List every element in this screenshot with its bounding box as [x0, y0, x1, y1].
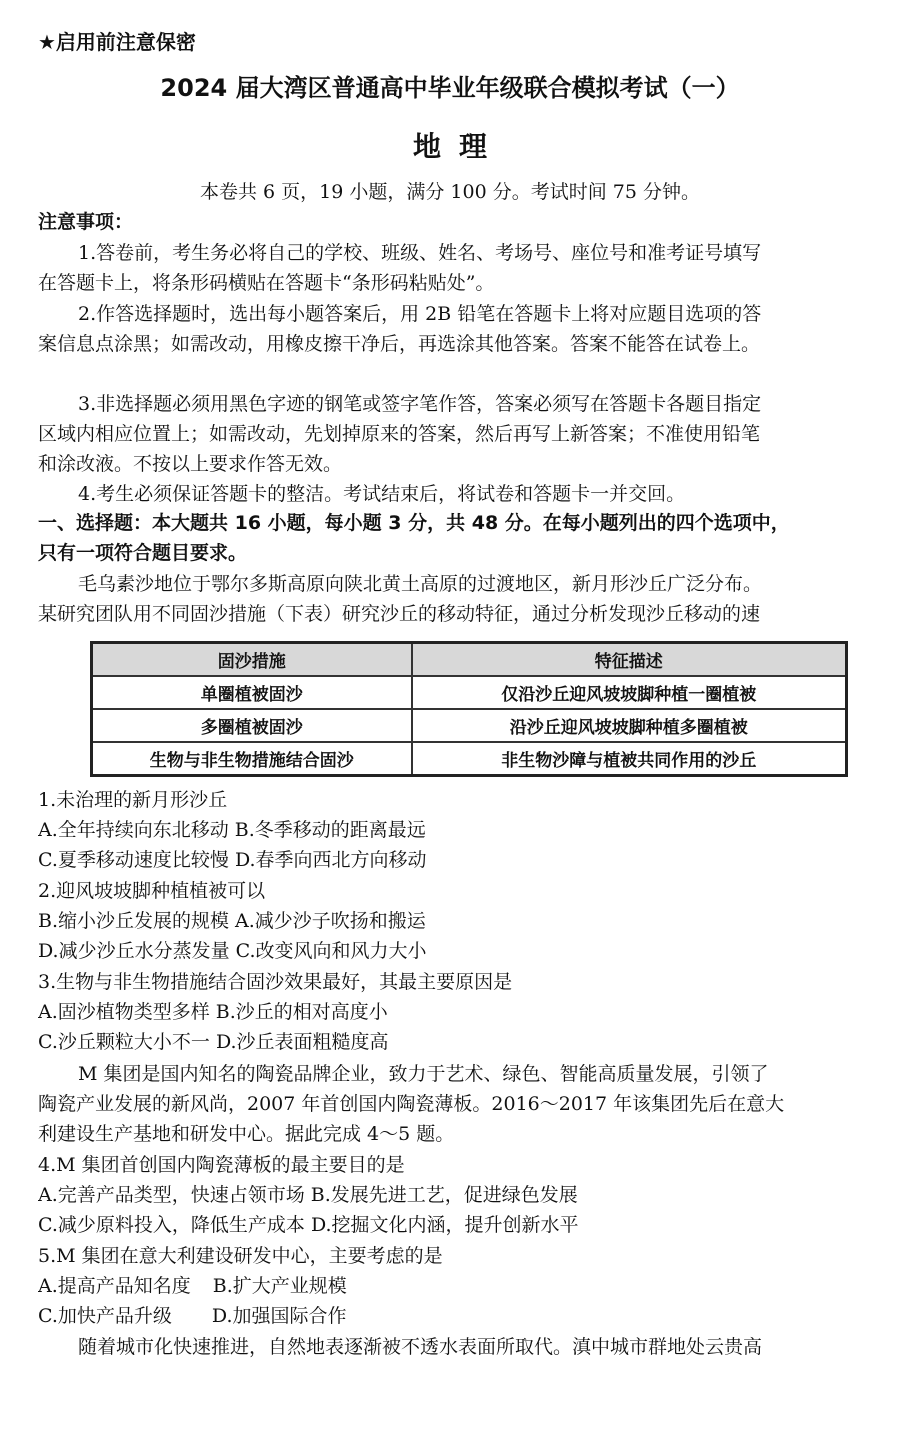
question-options: C.夏季移动速度比较慢 D.春季向西北方向移动: [38, 849, 427, 871]
option-c: C.加快产品升级: [38, 1305, 172, 1327]
notes-line: 2.作答选择题时，选出每小题答案后，用 2B 铅笔在答题卡上将对应题目选项的答: [78, 303, 762, 325]
table-cell: 仅沿沙丘迎风坡坡脚种植一圈植被: [412, 676, 847, 709]
question-stem: 4.M 集团首创国内陶瓷薄板的最主要目的是: [38, 1154, 405, 1176]
question-options: [38, 1301, 864, 1331]
option-a: A.提高产品知名度: [38, 1275, 191, 1297]
option-d: D.加强国际合作: [211, 1305, 347, 1327]
question-stem: 1.未治理的新月形沙丘: [38, 789, 228, 811]
question-stem: 3.生物与非生物措施结合固沙效果最好，其最主要原因是: [38, 971, 513, 993]
exam-title: 2024 届大湾区普通高中毕业年级联合模拟考试（一）: [160, 74, 740, 102]
passage-line: 陶瓷产业发展的新风尚，2007 年首创国内陶瓷薄板。2016～2017 年该集团先后在意大: [38, 1093, 785, 1115]
question-options: [38, 1271, 864, 1301]
question-options: A.固沙植物类型多样 B.沙丘的相对高度小: [38, 1001, 388, 1023]
table-cell: 沿沙丘迎风坡坡脚种植多圈植被: [412, 709, 847, 742]
table-header: 固沙措施: [92, 643, 412, 677]
notes-line: 3.非选择题必须用黑色字迹的钢笔或签字笔作答，答案必须写在答题卡各题目指定: [78, 393, 762, 415]
question-options: C.减少原料投入，降低生产成本 D.挖掘文化内涵，提升创新水平: [38, 1214, 579, 1236]
table-cell: 单圈植被固沙: [92, 676, 412, 709]
notes-line: 区域内相应位置上；如需改动，先划掉原来的答案，然后再写上新答案；不准使用铅笔: [38, 423, 761, 445]
question-options: A.全年持续向东北移动 B.冬季移动的距离最远: [38, 819, 426, 841]
table-header: 特征描述: [412, 643, 847, 677]
question-options: A.完善产品类型，快速占领市场 B.发展先进工艺，促进绿色发展: [38, 1184, 578, 1206]
notes-heading: 注意事项：: [38, 211, 134, 233]
passage-line: 某研究团队用不同固沙措施（下表）研究沙丘的移动特征，通过分析发现沙丘移动的速: [38, 603, 761, 625]
section-heading: 一、选择题：本大题共 16 小题，每小题 3 分，共 48 分。在每小题列出的四个选项中，: [38, 512, 790, 534]
question-options: D.减少沙丘水分蒸发量 C.改变风向和风力大小: [38, 940, 427, 962]
sand-fixation-table: [90, 641, 848, 777]
notes-line: 4.考生必须保证答题卡的整洁。考试结束后，将试卷和答题卡一并交回。: [78, 483, 686, 505]
notes-line: 案信息点涂黑；如需改动，用橡皮擦干净后，再选涂其他答案。答案不能答在试卷上。: [38, 333, 761, 355]
table-header-row: [92, 643, 847, 677]
passage-line: 随着城市化快速推进，自然地表逐渐被不透水表面所取代。滇中城市群地处云贵高: [78, 1336, 763, 1358]
passage-line: 利建设生产基地和研发中心。据此完成 4～5 题。: [38, 1123, 455, 1145]
passage-line: M 集团是国内知名的陶瓷品牌企业，致力于艺术、绿色、智能高质量发展，引领了: [78, 1063, 769, 1085]
option-b: B.扩大产业规模: [212, 1275, 347, 1297]
table-row: [92, 742, 847, 776]
exam-info: 本卷共 6 页，19 小题，满分 100 分。考试时间 75 分钟。: [200, 181, 700, 203]
confidential-mark: ★启用前注意保密: [38, 30, 196, 54]
table-cell: 非生物沙障与植被共同作用的沙丘: [412, 742, 847, 776]
table-cell: 多圈植被固沙: [92, 709, 412, 742]
question-stem: 2.迎风坡坡脚种植植被可以: [38, 880, 266, 902]
question-options: C.沙丘颗粒大小不一 D.沙丘表面粗糙度高: [38, 1031, 389, 1053]
subject-title: 地理: [412, 130, 505, 163]
question-options: B.缩小沙丘发展的规模 A.减少沙子吹扬和搬运: [38, 910, 426, 932]
table-row: [92, 676, 847, 709]
table-cell: 生物与非生物措施结合固沙: [92, 742, 412, 776]
notes-line: 1.答卷前，考生务必将自己的学校、班级、姓名、考场号、座位号和准考证号填写: [78, 242, 762, 264]
passage-line: 毛乌素沙地位于鄂尔多斯高原向陕北黄土高原的过渡地区，新月形沙丘广泛分布。: [78, 573, 763, 595]
notes-line: 在答题卡上，将条形码横贴在答题卡“条形码粘贴处”。: [38, 272, 495, 294]
question-stem: 5.M 集团在意大利建设研发中心，主要考虑的是: [38, 1245, 443, 1267]
notes-line: 和涂改液。不按以上要求作答无效。: [38, 453, 343, 475]
table-row: [92, 709, 847, 742]
section-heading: 只有一项符合题目要求。: [38, 542, 248, 564]
